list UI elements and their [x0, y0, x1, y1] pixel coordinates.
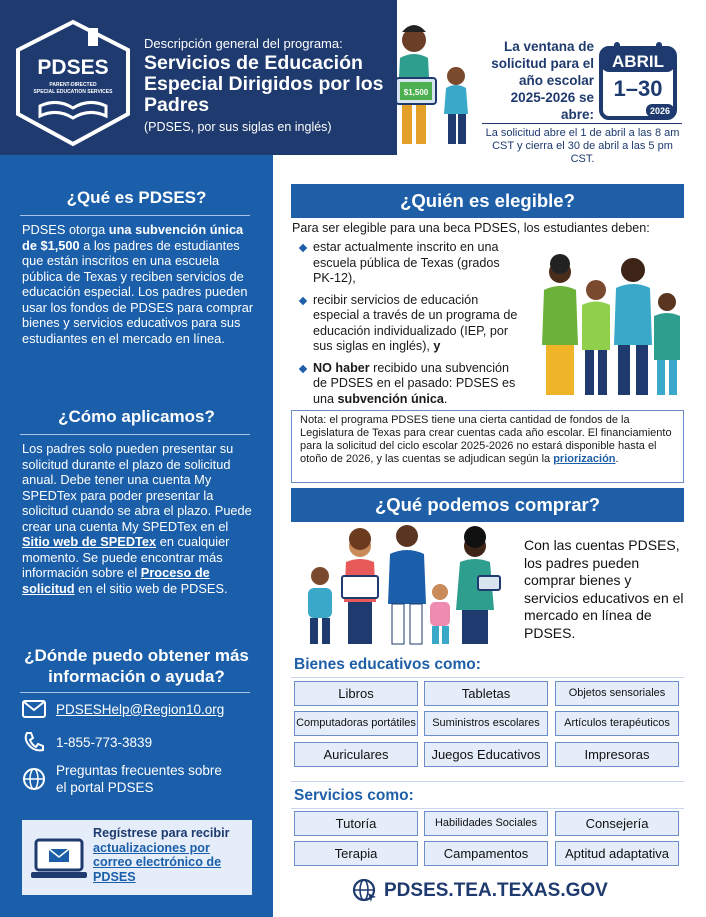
page-title: Servicios de Educación Especial Dirigidos por los Padres [144, 52, 384, 116]
email-updates-link[interactable]: actualizaciones por correo electrónico de PDSES [93, 840, 222, 884]
divider [482, 123, 682, 124]
buy-heading: ¿Qué podemos comprar? [291, 488, 684, 522]
help-email[interactable]: PDSESHelp@Region10.org [56, 701, 225, 717]
voucher-amount: $1,500 [403, 88, 429, 97]
goods-item: Tabletas [424, 681, 548, 706]
help-phone[interactable]: 1-855-773-3839 [56, 734, 153, 750]
goods-item: Libros [294, 681, 418, 706]
email-icon [22, 699, 46, 719]
svg-text:PARENT-DIRECTED: PARENT-DIRECTED [49, 82, 97, 88]
students-illustration [538, 250, 686, 400]
phone-row[interactable] [22, 731, 152, 753]
service-item: Terapia [294, 841, 418, 866]
help-heading: ¿Dónde puedo obtener más información o ayuda? [24, 646, 249, 686]
divider [291, 808, 684, 809]
application-dates: La solicitud abre el 1 de abril a las 8 am CST y cierra el 30 de abril a las 5 pm CST. [485, 127, 680, 165]
apply-paragraph: Los padres solo pueden presentar su solicitud durante el plazo de solicitud anual. Debe tener una cuenta My SPEDTex para poder presentar la solicitud cuando se abra el plazo. Puede crear una cuenta My SPEDTex en el Sitio web de SPEDTex en cualquier momento. Se puede encontrar más información sobre el Proceso de solicitud en el sitio web de PDSES. [22, 441, 252, 596]
goods-item: Objetos sensoriales [555, 681, 679, 706]
goods-item: Auriculares [294, 742, 418, 767]
goods-item: Juegos Educativos [424, 742, 548, 767]
prioritization-link[interactable]: priorización [553, 453, 616, 465]
goods-item: Impresoras [555, 742, 679, 767]
what-heading: ¿Qué es PDSES? [66, 188, 207, 207]
service-item: Aptitud adaptativa [555, 841, 679, 866]
laptop-mail-icon [30, 838, 88, 880]
service-item: Tutoría [294, 811, 418, 836]
logo-acronym: PDSES [37, 56, 109, 79]
divider [20, 215, 250, 216]
goods-item: Computadoras portátiles [294, 711, 418, 736]
application-process-link[interactable]: Proceso de solicitud [22, 565, 210, 596]
service-item: Campamentos [424, 841, 548, 866]
list-item: recibir servicios de educación especial a través de un programa de educación individualizado (IEP, por sus siglas en inglés), y [298, 293, 520, 355]
globe-icon [22, 767, 46, 791]
service-item: Habilidades Sociales [424, 811, 548, 836]
shoppers-illustration [300, 524, 510, 648]
website-link[interactable] [352, 878, 608, 904]
service-item: Consejería [555, 811, 679, 836]
buy-text: Con las cuentas PDSES, los padres pueden comprar bienes y servicios educativos en el mercado en línea de PDSES. [524, 537, 684, 641]
family-illustration [388, 18, 480, 156]
title-note: (PDSES, por sus siglas en inglés) [144, 120, 332, 134]
website-url[interactable]: PDSES.TEA.TEXAS.GOV [384, 880, 608, 901]
divider [291, 781, 684, 782]
calendar-days: 1–30 [613, 76, 663, 101]
list-item: estar actualmente inscrito en una escuela pública de Texas (grados PK-12), [298, 240, 520, 287]
divider [20, 434, 250, 435]
application-window-text: La ventana de solicitud para el año escolar 2025-2026 se abre: [491, 39, 594, 122]
svg-text:SPECIAL EDUCATION SERVICES: SPECIAL EDUCATION SERVICES [33, 89, 113, 95]
list-item: NO haber recibido una subvención de PDSES en el pasado: PDSES es una subvención única. [298, 361, 520, 408]
eligibility-list [298, 240, 520, 413]
header-subtitle: Descripción general del programa: [144, 36, 343, 51]
divider [291, 677, 684, 678]
goods-item: Artículos terapéuticos [555, 711, 679, 736]
faq-link[interactable]: Preguntas frecuentes sobre el portal PDSES [56, 763, 222, 795]
funding-note: Nota: el programa PDSES tiene una cierta cantidad de fondos de la Legislatura de Texas para crear cuentas cada año escolar. El financiamiento para la solicitud del ciclo escolar 2025-2026 no estará disponible hasta el otoño de 2026, y las cuentas se adjudican según la priorización. [291, 410, 684, 483]
pdses-logo [14, 18, 132, 148]
phone-icon [22, 731, 46, 753]
services-heading: Servicios como: [294, 787, 414, 804]
what-paragraph: PDSES otorga una subvención única de $1,500 a los padres de estudiantes que están inscritos en una escuela pública de Texas y reciben servicios de educación especial. Los padres pueden usar los fondos de PDSES para comprar bienes y servicios educativos para sus estudiantes en el mercado en línea. [22, 222, 254, 346]
faq-row[interactable] [22, 762, 222, 796]
calendar-month: ABRIL [612, 52, 664, 71]
globe-cursor-icon [352, 878, 378, 904]
spedtex-link[interactable]: Sitio web de SPEDTex [22, 534, 157, 549]
calendar-year: 2026 [649, 106, 671, 116]
apply-heading: ¿Cómo aplicamos? [58, 407, 215, 426]
eligible-intro: Para ser elegible para una beca PDSES, los estudiantes deben: [292, 221, 650, 235]
goods-item: Suministros escolares [424, 711, 548, 736]
email-row[interactable] [22, 699, 224, 719]
goods-heading: Bienes educativos como: [294, 656, 481, 673]
calendar-icon [598, 40, 678, 122]
divider [20, 692, 250, 693]
eligible-heading: ¿Quién es elegible? [291, 184, 684, 218]
signup-text[interactable]: Regístrese para recibir actualizaciones por correo electrónico de PDSES [93, 826, 230, 884]
